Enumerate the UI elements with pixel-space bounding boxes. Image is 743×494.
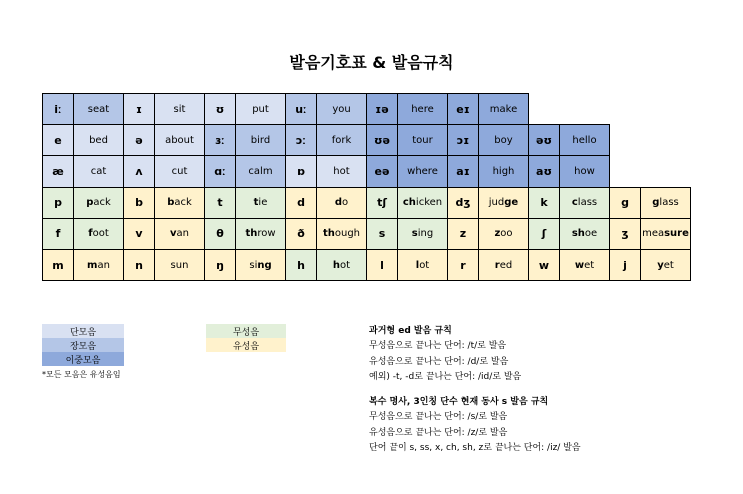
ipa-symbol: f: [42, 218, 74, 250]
example-word: l ot: [397, 249, 448, 281]
ipa-symbol: s: [366, 218, 398, 250]
ipa-symbol: ŋ: [204, 249, 236, 281]
example-word: how: [559, 155, 610, 187]
page-title: 발음기호표 & 발음규칙: [289, 53, 454, 72]
example-word: sit: [154, 93, 205, 125]
example-word: h ot: [316, 249, 367, 281]
example-word: here: [397, 93, 448, 125]
ipa-symbol: ɔɪ: [447, 124, 479, 156]
example-word: tour: [397, 124, 448, 156]
ipa-symbol: n: [123, 249, 155, 281]
ipa-symbol: g: [609, 187, 641, 219]
ipa-symbol: r: [447, 249, 479, 281]
ipa-symbol: ɔː: [285, 124, 317, 156]
ipa-symbol: h: [285, 249, 317, 281]
example-word: bed: [73, 124, 124, 156]
example-word: make: [478, 93, 529, 125]
ipa-symbol: v: [123, 218, 155, 250]
ipa-symbol: j: [609, 249, 641, 281]
ipa-symbol: w: [528, 249, 560, 281]
ipa-symbol: eɪ: [447, 93, 479, 125]
ipa-symbol: b: [123, 187, 155, 219]
ed-rules-title: 과거형 ed 발음 규칙: [369, 326, 452, 336]
ipa-symbol: e: [42, 124, 74, 156]
example-word: g lass: [640, 187, 691, 219]
example-word: th ough: [316, 218, 367, 250]
ipa-symbol: d: [285, 187, 317, 219]
ipa-symbol: æ: [42, 155, 74, 187]
ipa-symbol: ʒ: [609, 218, 641, 250]
example-word: boy: [478, 124, 529, 156]
example-word: b ack: [154, 187, 205, 219]
ipa-symbol: k: [528, 187, 560, 219]
ipa-symbol: əʊ: [528, 124, 560, 156]
ed-rule-1: 무성음으로 끝나는 단어: /t/로 발음: [369, 341, 507, 352]
example-word: sh oe: [559, 218, 610, 250]
vowel-note: *모든 모음은 유성음임: [42, 370, 121, 379]
s-rule-3: 단어 끝이 s, ss, x, ch, sh, z로 끝나는 단어: /iz/ 발음: [369, 443, 581, 454]
ed-rules: [369, 324, 521, 386]
example-word: high: [478, 155, 529, 187]
example-word: ch icken: [397, 187, 448, 219]
ipa-symbol: θ: [204, 218, 236, 250]
ed-rule-2: 유성음으로 끝나는 단어: /d/로 발음: [369, 356, 509, 367]
example-word: z oo: [478, 218, 529, 250]
legend-long-vowel: 장모음: [42, 338, 124, 352]
legend-voiceless: 무성음: [206, 324, 286, 338]
ipa-symbol: ʌ: [123, 155, 155, 187]
ipa-symbol: m: [42, 249, 74, 281]
example-word: where: [397, 155, 448, 187]
ipa-symbol: ʊə: [366, 124, 398, 156]
example-word: cat: [73, 155, 124, 187]
example-word: p ack: [73, 187, 124, 219]
example-word: bird: [235, 124, 286, 156]
ipa-symbol: dʒ: [447, 187, 479, 219]
ipa-symbol: ɜː: [204, 124, 236, 156]
example-word: f oot: [73, 218, 124, 250]
ipa-symbol: ð: [285, 218, 317, 250]
example-word: jud ge: [478, 187, 529, 219]
ipa-symbol: eə: [366, 155, 398, 187]
legend-short-vowel: 단모음: [42, 324, 124, 338]
s-rules-title: 복수 명사, 3인칭 단수 현재 동사 s 발음 규칙: [369, 397, 549, 407]
ipa-symbol: aʊ: [528, 155, 560, 187]
example-word: mea sure: [640, 218, 691, 250]
example-word: about: [154, 124, 205, 156]
example-word: w et: [559, 249, 610, 281]
example-word: r ed: [478, 249, 529, 281]
ipa-symbol: ʊ: [204, 93, 236, 125]
example-word: sun: [154, 249, 205, 281]
ipa-symbol: aɪ: [447, 155, 479, 187]
ipa-symbol: ɪə: [366, 93, 398, 125]
example-word: put: [235, 93, 286, 125]
example-word: cut: [154, 155, 205, 187]
example-word: you: [316, 93, 367, 125]
ipa-symbol: ɑː: [204, 155, 236, 187]
s-rule-1: 무성음으로 끝나는 단어: /s/로 발음: [369, 412, 508, 423]
ed-rule-3: 예외) -t, -d로 끝나는 단어: /id/로 발음: [369, 372, 522, 383]
example-word: m an: [73, 249, 124, 281]
example-word: si ng: [235, 249, 286, 281]
s-rule-2: 유성음으로 끝나는 단어: /z/로 발음: [369, 427, 508, 438]
example-word: fork: [316, 124, 367, 156]
ipa-symbol: t: [204, 187, 236, 219]
example-word: hot: [316, 155, 367, 187]
ipa-symbol: uː: [285, 93, 317, 125]
legend-voiced: 유성음: [206, 338, 286, 352]
ipa-symbol: iː: [42, 93, 74, 125]
legend-diphthong: 이중모음: [42, 352, 124, 366]
example-word: hello: [559, 124, 610, 156]
example-word: c lass: [559, 187, 610, 219]
example-word: s ing: [397, 218, 448, 250]
example-word: v an: [154, 218, 205, 250]
ipa-symbol: z: [447, 218, 479, 250]
example-word: t ie: [235, 187, 286, 219]
example-word: d o: [316, 187, 367, 219]
example-word: th row: [235, 218, 286, 250]
s-rules: [369, 395, 581, 457]
example-word: calm: [235, 155, 286, 187]
ipa-symbol: p: [42, 187, 74, 219]
ipa-symbol: ɒ: [285, 155, 317, 187]
ipa-symbol: ə: [123, 124, 155, 156]
example-word: seat: [73, 93, 124, 125]
ipa-symbol: ɪ: [123, 93, 155, 125]
ipa-symbol: ʃ: [528, 218, 560, 250]
example-word: y et: [640, 249, 691, 281]
phonetic-chart: [42, 93, 693, 280]
ipa-symbol: l: [366, 249, 398, 281]
ipa-symbol: tʃ: [366, 187, 398, 219]
